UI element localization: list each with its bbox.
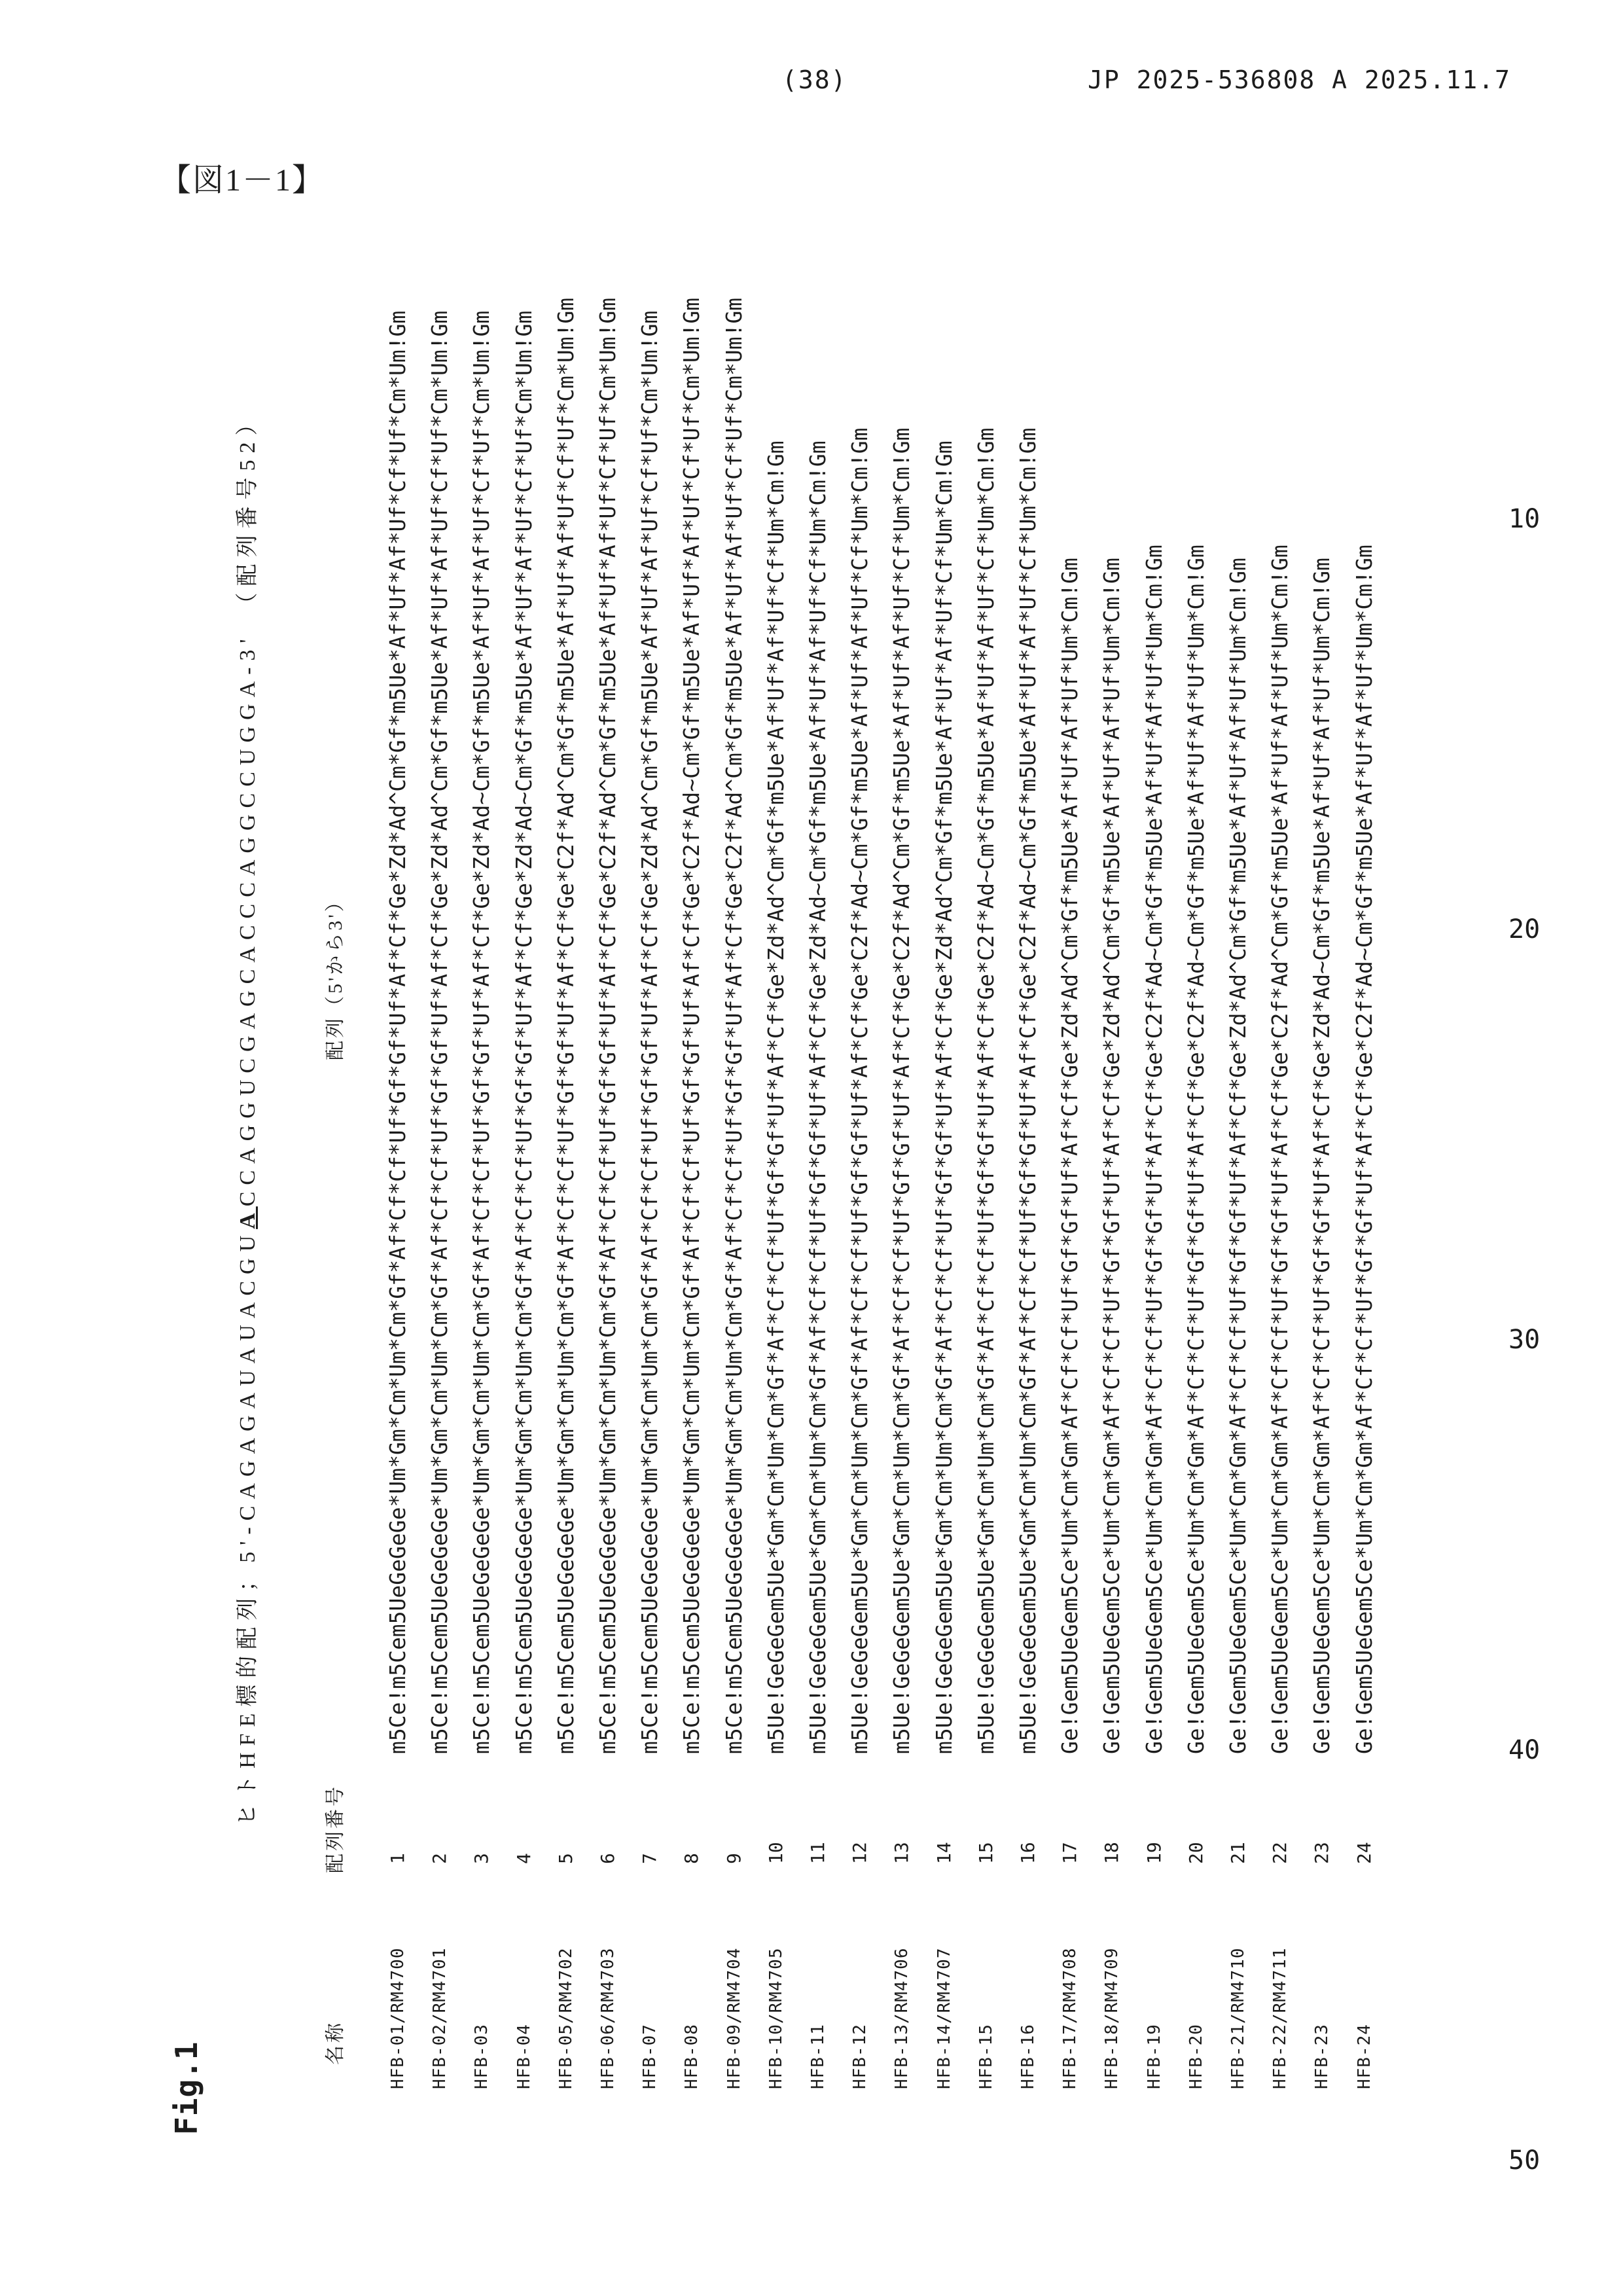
row-name: HFB-06/RM4703 — [598, 1947, 618, 2089]
seq-no: 19 — [1143, 1842, 1165, 1864]
seq-no: 16 — [1017, 1842, 1039, 1864]
sequence-text: m5Ce!m5Cem5UeGeGeGe*Um*Gm*Cm*Um*Cm*Gf*Af*Cf*Cf*Uf*Gf*Gf*Uf*Af*Cf*Ge*Zd*Ad~Cm*Gf*m5Ue*Af*Uf*Af*Uf*Cf*Uf*Cm*Um!Gm — [510, 310, 537, 1754]
row-name: HFB-08 — [682, 2024, 702, 2089]
sequence-column-header: 配列（5'から3'） — [325, 889, 346, 1060]
sequence-text: m5Ce!m5Cem5UeGeGeGe*Um*Gm*Cm*Um*Cm*Gf*Af*Cf*Cf*Uf*Gf*Gf*Uf*Af*Cf*Ge*C2f*Ad~Cm*Gf*m5Ue*Af*Uf*Af*Uf*Cf*Uf*Cm*Um!Gm — [679, 297, 705, 1754]
sequence-text: Ge!Gem5UeGem5Ce*Um*Cm*Gm*Af*Cf*Cf*Uf*Gf*Gf*Uf*Af*Cf*Ge*C2f*Ad^Cm*Gf*m5Ue*Af*Uf*Af*Uf*Um*Cm!Gm — [1267, 545, 1293, 1754]
figure-label: 【図1－1】 — [160, 163, 325, 198]
seq-no: 21 — [1227, 1842, 1249, 1864]
sequence-text: m5Ce!m5Cem5UeGeGeGe*Um*Gm*Cm*Um*Cm*Gf*Af*Cf*Cf*Uf*Gf*Gf*Uf*Af*Cf*Ge*Zd*Ad^Cm*Gf*m5Ue*Af*Uf*Af*Uf*Cf*Uf*Cm*Um!Gm — [637, 310, 663, 1754]
row-name: HFB-09/RM4704 — [724, 1947, 744, 2089]
seq-no: 12 — [849, 1842, 871, 1864]
seq-no: 3 — [471, 1853, 493, 1864]
row-name: HFB-21/RM4710 — [1228, 1947, 1248, 2089]
row-name: HFB-02/RM4701 — [430, 1947, 450, 2089]
title-prefix: ヒトHFE標的配列；5'-CAGAGAUAUACGU — [236, 1229, 260, 1826]
margin-line-number: 30 — [1508, 1325, 1541, 1355]
figure-caption: Fig.1 — [169, 2041, 204, 2135]
seq-no: 14 — [933, 1842, 955, 1864]
title-highlighted-base: A — [236, 1206, 260, 1229]
sequence-text: m5Ue!GeGeGem5Ue*Gm*Cm*Um*Cm*Gf*Af*Cf*Cf*Uf*Gf*Gf*Uf*Af*Cf*Ge*C2f*Ad^Cm*Gf*m5Ue*Af*Uf*Af*Uf*Cf*Um*Cm!Gm — [889, 427, 915, 1754]
seq-no: 22 — [1269, 1842, 1291, 1864]
row-name: HFB-15 — [976, 2024, 996, 2089]
page-number: (38) — [782, 65, 847, 94]
seq-no: 24 — [1353, 1842, 1375, 1864]
row-name: HFB-16 — [1018, 2024, 1038, 2089]
seq-no: 10 — [764, 1842, 787, 1864]
row-name: HFB-11 — [808, 2024, 828, 2089]
row-name: HFB-19 — [1144, 2024, 1164, 2089]
seq-no: 6 — [597, 1853, 618, 1864]
seq-no: 9 — [722, 1853, 745, 1864]
row-name: HFB-07 — [640, 2024, 660, 2089]
seq-no: 5 — [554, 1853, 577, 1864]
name-column-header: 名称 — [325, 2020, 346, 2065]
sequence-text: Ge!Gem5UeGem5Ce*Um*Cm*Gm*Af*Cf*Cf*Uf*Gf*Gf*Uf*Af*Cf*Ge*Zd*Ad^Cm*Gf*m5Ue*Af*Uf*Af*Uf*Um*Cm!Gm — [1099, 558, 1125, 1754]
row-name: HFB-10/RM4705 — [766, 1947, 786, 2089]
row-name: HFB-24 — [1354, 2024, 1374, 2089]
row-name: HFB-01/RM4700 — [388, 1947, 408, 2089]
sequence-text: m5Ce!m5Cem5UeGeGeGe*Um*Gm*Cm*Um*Cm*Gf*Af*Cf*Cf*Uf*Gf*Gf*Uf*Af*Cf*Ge*C2f*Ad^Cm*Gf*m5Ue*Af*Uf*Af*Uf*Cf*Uf*Cm*Um!Gm — [552, 297, 579, 1754]
sequence-text: Ge!Gem5UeGem5Ce*Um*Cm*Gm*Af*Cf*Cf*Uf*Gf*Gf*Uf*Af*Cf*Ge*C2f*Ad~Cm*Gf*m5Ue*Af*Uf*Af*Uf*Um*Cm!Gm — [1183, 545, 1209, 1754]
sequence-text: m5Ce!m5Cem5UeGeGeGe*Um*Gm*Cm*Um*Cm*Gf*Af*Cf*Cf*Uf*Gf*Gf*Uf*Af*Cf*Ge*C2f*Ad^Cm*Gf*m5Ue*Af*Uf*Af*Uf*Cf*Uf*Cm*Um!Gm — [595, 297, 620, 1754]
sequence-text: m5Ce!m5Cem5UeGeGeGe*Um*Gm*Cm*Um*Cm*Gf*Af*Cf*Cf*Uf*Gf*Gf*Uf*Af*Cf*Ge*Zd*Ad~Cm*Gf*m5Ue*Af*Uf*Af*Uf*Cf*Uf*Cm*Um!Gm — [469, 310, 495, 1754]
seq-no: 18 — [1101, 1842, 1123, 1864]
margin-line-number: 40 — [1508, 1735, 1541, 1765]
seq-no: 1 — [387, 1853, 408, 1864]
sequence-text: Ge!Gem5UeGem5Ce*Um*Cm*Gm*Af*Cf*Cf*Uf*Gf*Gf*Uf*Af*Cf*Ge*Zd*Ad^Cm*Gf*m5Ue*Af*Uf*Af*Uf*Um*Cm!Gm — [1225, 558, 1251, 1754]
margin-line-number: 20 — [1508, 914, 1541, 944]
seq-no: 20 — [1185, 1842, 1207, 1864]
row-name: HFB-23 — [1312, 2024, 1332, 2089]
sequence-text: Ge!Gem5UeGem5Ce*Um*Cm*Gm*Af*Cf*Cf*Uf*Gf*Gf*Uf*Af*Cf*Ge*Zd*Ad^Cm*Gf*m5Ue*Af*Uf*Af*Uf*Um*Cm!Gm — [1057, 558, 1083, 1754]
sequence-text: m5Ue!GeGeGem5Ue*Gm*Cm*Um*Cm*Gf*Af*Cf*Cf*Uf*Gf*Gf*Uf*Af*Cf*Ge*Zd*Ad^Cm*Gf*m5Ue*Af*Uf*Af*Uf*Cf*Um*Cm!Gm — [931, 440, 957, 1754]
row-name: HFB-03 — [472, 2024, 492, 2089]
target-sequence-title — [237, 406, 259, 1826]
row-name: HFB-14/RM4707 — [934, 1947, 954, 2089]
seq-no: 15 — [974, 1842, 997, 1864]
seq-no: 7 — [639, 1853, 661, 1864]
row-name: HFB-22/RM4711 — [1270, 1947, 1291, 2089]
seq-no: 23 — [1311, 1842, 1333, 1864]
title-suffix: CCAGGUCGAGCACCCAGGCCUGGA-3' （配列番号52） — [236, 406, 260, 1207]
seq-no: 11 — [807, 1842, 829, 1864]
row-name: HFB-20 — [1186, 2024, 1206, 2089]
row-name: HFB-04 — [514, 2024, 534, 2089]
seq-no-column-header: 配列番号 — [325, 1784, 346, 1873]
publication-number: JP 2025-536808 A 2025.11.7 — [1088, 65, 1511, 94]
row-name: HFB-13/RM4706 — [892, 1947, 912, 2089]
sequence-text: m5Ce!m5Cem5UeGeGeGe*Um*Gm*Cm*Um*Cm*Gf*Af*Cf*Cf*Uf*Gf*Gf*Uf*Af*Cf*Ge*Zd*Ad^Cm*Gf*m5Ue*Af*Uf*Af*Uf*Cf*Uf*Cm*Um!Gm — [385, 310, 410, 1754]
sequence-text: Ge!Gem5UeGem5Ce*Um*Cm*Gm*Af*Cf*Cf*Uf*Gf*Gf*Uf*Af*Cf*Ge*Zd*Ad~Cm*Gf*m5Ue*Af*Uf*Af*Uf*Um*Cm!Gm — [1309, 558, 1335, 1754]
seq-no: 2 — [429, 1853, 451, 1864]
sequence-text: Ge!Gem5UeGem5Ce*Um*Cm*Gm*Af*Cf*Cf*Uf*Gf*Gf*Uf*Af*Cf*Ge*C2f*Ad~Cm*Gf*m5Ue*Af*Uf*Af*Uf*Um*Cm!Gm — [1351, 545, 1377, 1754]
seq-no: 8 — [681, 1853, 703, 1864]
margin-line-number: 10 — [1508, 504, 1541, 534]
sequence-text: m5Ue!GeGeGem5Ue*Gm*Cm*Um*Cm*Gf*Af*Cf*Cf*Uf*Gf*Gf*Uf*Af*Cf*Ge*C2f*Ad~Cm*Gf*m5Ue*Af*Uf*Af*Uf*Cf*Um*Cm!Gm — [1015, 427, 1041, 1754]
seq-no: 4 — [512, 1853, 535, 1864]
sequence-text: Ge!Gem5UeGem5Ce*Um*Cm*Gm*Af*Cf*Cf*Uf*Gf*Gf*Uf*Af*Cf*Ge*C2f*Ad~Cm*Gf*m5Ue*Af*Uf*Af*Uf*Um*Cm!Gm — [1141, 545, 1167, 1754]
row-name: HFB-12 — [850, 2024, 870, 2089]
sequence-text: m5Ue!GeGeGem5Ue*Gm*Cm*Um*Cm*Gf*Af*Cf*Cf*Uf*Gf*Gf*Uf*Af*Cf*Ge*Zd*Ad~Cm*Gf*m5Ue*Af*Uf*Af*Uf*Cf*Um*Cm!Gm — [805, 440, 830, 1754]
sequence-text: m5Ue!GeGeGem5Ue*Gm*Cm*Um*Cm*Gf*Af*Cf*Cf*Uf*Gf*Gf*Uf*Af*Cf*Ge*C2f*Ad~Cm*Gf*m5Ue*Af*Uf*Af*Uf*Cf*Um*Cm!Gm — [847, 427, 873, 1754]
seq-no: 17 — [1059, 1842, 1081, 1864]
margin-line-number: 50 — [1508, 2145, 1541, 2176]
sequence-text: m5Ue!GeGeGem5Ue*Gm*Cm*Um*Cm*Gf*Af*Cf*Cf*Uf*Gf*Gf*Uf*Af*Cf*Ge*C2f*Ad~Cm*Gf*m5Ue*Af*Uf*Af*Uf*Cf*Um*Cm!Gm — [972, 427, 999, 1754]
row-name: HFB-17/RM4708 — [1060, 1947, 1080, 2089]
row-name: HFB-05/RM4702 — [556, 1947, 576, 2089]
seq-no: 13 — [891, 1842, 913, 1864]
row-name: HFB-18/RM4709 — [1102, 1947, 1122, 2089]
sequence-text: m5Ue!GeGeGem5Ue*Gm*Cm*Um*Cm*Gf*Af*Cf*Cf*Uf*Gf*Gf*Uf*Af*Cf*Ge*Zd*Ad^Cm*Gf*m5Ue*Af*Uf*Af*Uf*Cf*Um*Cm!Gm — [762, 440, 789, 1754]
sequence-text: m5Ce!m5Cem5UeGeGeGe*Um*Gm*Cm*Um*Cm*Gf*Af*Cf*Cf*Uf*Gf*Gf*Uf*Af*Cf*Ge*Zd*Ad^Cm*Gf*m5Ue*Af*Uf*Af*Uf*Cf*Uf*Cm*Um!Gm — [427, 310, 453, 1754]
sequence-text: m5Ce!m5Cem5UeGeGeGe*Um*Gm*Cm*Um*Cm*Gf*Af*Cf*Cf*Uf*Gf*Gf*Uf*Af*Cf*Ge*C2f*Ad^Cm*Gf*m5Ue*Af*Uf*Af*Uf*Cf*Uf*Cm*Um!Gm — [721, 297, 747, 1754]
